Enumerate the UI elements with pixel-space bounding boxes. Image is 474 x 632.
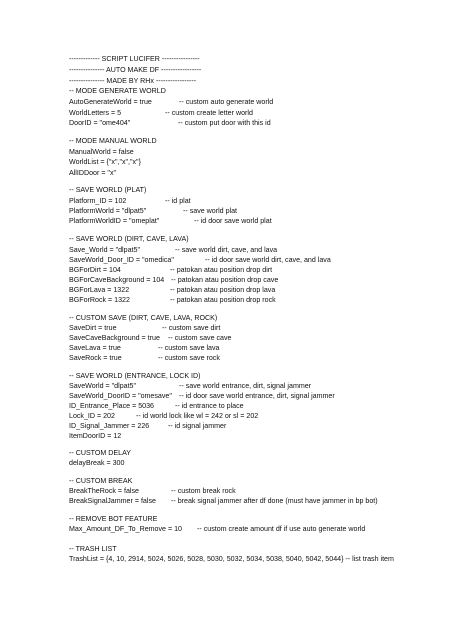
config-comment: -- custom break rock [171, 487, 236, 495]
config-comment: -- custom save dirt [162, 324, 221, 332]
config-comment: -- patokan atau position drop cave [171, 276, 279, 284]
config-comment: -- break signal jammer after df done (must have jammer in bp bot) [171, 497, 378, 505]
config-comment: -- id door save world plat [194, 217, 272, 225]
config-comment: -- custom create amount df if use auto generate world [197, 525, 366, 533]
config-comment: -- id entrance to place [175, 402, 244, 410]
config-comment: -- id door save world dirt, cave, and lava [205, 256, 331, 264]
config-comment: -- custom save cave [168, 334, 232, 342]
config-comment: -- save world dirt, cave, and lava [175, 246, 278, 254]
config-comment: -- patokan atau position drop rock [170, 296, 276, 304]
config-comment: -- save world plat [183, 207, 238, 215]
config-comment: -- id door save world entrance, dirt, signal jammer [179, 392, 335, 400]
config-comment: -- id world lock like wl = 242 or sl = 202 [136, 412, 259, 420]
config-comment: -- custom save lava [158, 344, 220, 352]
config-comment: -- custom create letter world [165, 109, 253, 117]
config-comment: -- patokan atau position drop lava [170, 286, 276, 294]
config-comment: -- custom put door with this id [178, 119, 271, 127]
config-comment: -- custom auto generate world [179, 98, 274, 106]
config-comment: -- custom save rock [158, 354, 220, 362]
config-comment: -- id plat [165, 197, 191, 205]
config-comment: -- save world entrance, dirt, signal jammer [179, 382, 312, 390]
config-comment: -- id signal jammer [168, 422, 227, 430]
config-comment: -- patokan atau position drop dirt [170, 266, 273, 274]
document-page: ------------- SCRIPT LUCIFER ---------------- --------------- AUTO MAKE DF ----------------- --------------- MADE BY RHx ----------------- -- MODE GENERATE WORLD AutoGenerateWorld = true -- custom auto generate world WorldLetters = 5 -- custom create letter world DoorID = "ome404" -- custom put door with this id -- MODE MANUAL WORLD ManualWorld = false WorldList = {"x","x","x"} AllIDDoor = "x" -- SAVE WORLD (PLAT) Platform_ID = 102 -- id plat PlatformWorld = "dlpat5" -- save world plat PlatformWorldID = "omeplat" -- id door save world plat -- SAVE WORLD (DIRT, CAVE, LAVA) Save_World = "dlpat5" -- save world dirt, cave, and lava SaveWorld_Door_ID = "omedica" -- id door save world dirt, cave, and lava BGForDirt = 104 -- patokan atau position drop dirt BGForCaveBackground = 104 -- patokan atau position drop cave BGForLava = 1322 -- patokan atau position drop lava BGForRock = 1322 -- patokan atau position drop rock -- CUSTOM SAVE (DIRT, CAVE, LAVA, ROCK) SaveDirt = true -- custom save dirt SaveCaveBackground = true -- custom save cave SaveLava = true -- custom save lava SaveRock = true -- custom save rock -- SAVE WORLD (ENTRANCE, LOCK ID) SaveWorld = "dlpat5" -- save world entrance, dirt, signal jammer SaveWorld_DoorID = "omesave" -- id door save world entrance, dirt, signal jammer ID_Entrance_Place = 5036 -- id entrance to place Lock_ID = 202 -- id world lock like wl = 242 or sl = 202 ID_Signal_Jammer = 226 -- id signal jammer ItemDoorID = 12 -- CUSTOM DELAY delayBreak = 300 -- CUSTOM BREAK BreakTheRock = false -- custom break rock BreakSignalJammer = false -- break signal jammer after df done (must have jammer in bp bot) -- REMOVE BOT FEATURE Max_Amount_DF_To_Remove = 10 -- custom create amount df if use auto generate world -- TRASH LIST TrashList = {4, 10, 2914, 5024, 5026, 5028, 5030, 5032, 5034, 5038, 5040, 5042, 5044} -- list trash item [69, 55, 394, 563]
